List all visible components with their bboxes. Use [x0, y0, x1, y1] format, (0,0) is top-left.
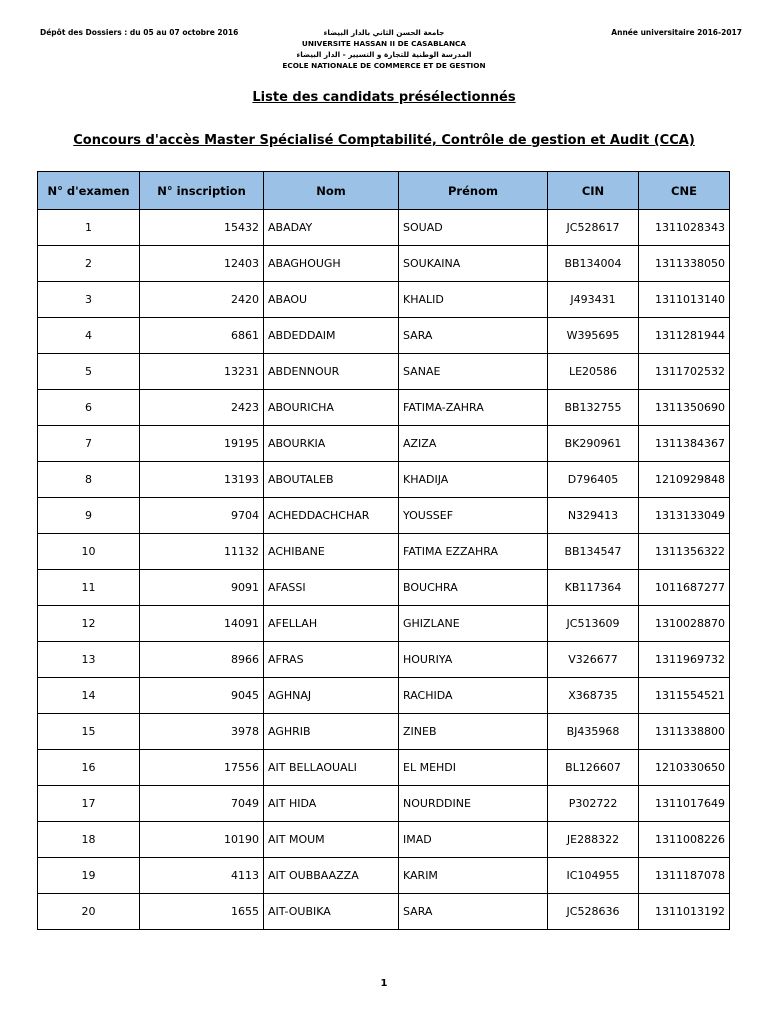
first-name-cell: SOUKAINA: [399, 246, 548, 282]
first-name-cell: SOUAD: [399, 210, 548, 246]
registration-number-cell: 2420: [140, 282, 264, 318]
cin-cell: JC528617: [548, 210, 639, 246]
last-name-cell: AFELLAH: [264, 606, 399, 642]
cin-cell: W395695: [548, 318, 639, 354]
registration-number-cell: 14091: [140, 606, 264, 642]
registration-number-cell: 11132: [140, 534, 264, 570]
cin-cell: IC104955: [548, 858, 639, 894]
first-name-cell: SANAE: [399, 354, 548, 390]
cin-cell: BB134004: [548, 246, 639, 282]
last-name-cell: AIT HIDA: [264, 786, 399, 822]
cin-cell: X368735: [548, 678, 639, 714]
cne-cell: 1311554521: [639, 678, 730, 714]
exam-number-cell: 16: [38, 750, 140, 786]
registration-number-cell: 17556: [140, 750, 264, 786]
first-name-cell: GHIZLANE: [399, 606, 548, 642]
registration-number-cell: 12403: [140, 246, 264, 282]
exam-number-cell: 1: [38, 210, 140, 246]
cne-cell: 1311017649: [639, 786, 730, 822]
exam-number-cell: 11: [38, 570, 140, 606]
table-row: [38, 606, 730, 642]
last-name-cell: AIT OUBBAAZZA: [264, 858, 399, 894]
table-row: [38, 354, 730, 390]
last-name-cell: ABAGHOUGH: [264, 246, 399, 282]
first-name-cell: YOUSSEF: [399, 498, 548, 534]
table-row: [38, 750, 730, 786]
registration-number-cell: 6861: [140, 318, 264, 354]
registration-number-cell: 2423: [140, 390, 264, 426]
cne-cell: 1311338800: [639, 714, 730, 750]
table-row: [38, 426, 730, 462]
cin-cell: JC513609: [548, 606, 639, 642]
first-name-cell: FATIMA EZZAHRA: [399, 534, 548, 570]
last-name-cell: ABDEDDAIM: [264, 318, 399, 354]
cin-cell: N329413: [548, 498, 639, 534]
cne-cell: 1311702532: [639, 354, 730, 390]
exam-number-cell: 10: [38, 534, 140, 570]
registration-number-cell: 19195: [140, 426, 264, 462]
first-name-cell: FATIMA-ZAHRA: [399, 390, 548, 426]
col-header-exam-number: N° d'examen: [38, 172, 140, 210]
cne-cell: 1313133049: [639, 498, 730, 534]
registration-number-cell: 13193: [140, 462, 264, 498]
first-name-cell: AZIZA: [399, 426, 548, 462]
cne-cell: 1311013140: [639, 282, 730, 318]
col-header-cin: CIN: [548, 172, 639, 210]
exam-number-cell: 2: [38, 246, 140, 282]
cne-cell: 1310028870: [639, 606, 730, 642]
first-name-cell: KHADIJA: [399, 462, 548, 498]
exam-number-cell: 8: [38, 462, 140, 498]
registration-number-cell: 10190: [140, 822, 264, 858]
table-row: [38, 390, 730, 426]
cne-cell: 1311008226: [639, 822, 730, 858]
registration-number-cell: 8966: [140, 642, 264, 678]
exam-number-cell: 17: [38, 786, 140, 822]
first-name-cell: HOURIYA: [399, 642, 548, 678]
last-name-cell: ABOURICHA: [264, 390, 399, 426]
cin-cell: LE20586: [548, 354, 639, 390]
cin-cell: BK290961: [548, 426, 639, 462]
cne-cell: 1311281944: [639, 318, 730, 354]
table-row: [38, 570, 730, 606]
candidates-table: [37, 171, 730, 930]
cne-cell: 1011687277: [639, 570, 730, 606]
first-name-cell: KARIM: [399, 858, 548, 894]
last-name-cell: ACHIBANE: [264, 534, 399, 570]
last-name-cell: ABDENNOUR: [264, 354, 399, 390]
cne-cell: 1311384367: [639, 426, 730, 462]
exam-number-cell: 9: [38, 498, 140, 534]
cin-cell: BB132755: [548, 390, 639, 426]
table-row: [38, 786, 730, 822]
table-body: [38, 210, 730, 930]
cin-cell: BJ435968: [548, 714, 639, 750]
exam-number-cell: 15: [38, 714, 140, 750]
table-row: [38, 534, 730, 570]
first-name-cell: RACHIDA: [399, 678, 548, 714]
last-name-cell: AIT MOUM: [264, 822, 399, 858]
table-header-row: [38, 172, 730, 210]
exam-number-cell: 13: [38, 642, 140, 678]
registration-number-cell: 9091: [140, 570, 264, 606]
cne-cell: 1311350690: [639, 390, 730, 426]
registration-number-cell: 9045: [140, 678, 264, 714]
last-name-cell: ABOUTALEB: [264, 462, 399, 498]
cin-cell: P302722: [548, 786, 639, 822]
cne-cell: 1210929848: [639, 462, 730, 498]
exam-number-cell: 19: [38, 858, 140, 894]
table-row: [38, 282, 730, 318]
registration-number-cell: 13231: [140, 354, 264, 390]
cin-cell: JC528636: [548, 894, 639, 930]
page-subtitle: Concours d'accès Master Spécialisé Comptabilité, Contrôle de gestion et Audit (CCA): [73, 133, 695, 148]
table-row: [38, 894, 730, 930]
cne-cell: 1210330650: [639, 750, 730, 786]
last-name-cell: ABADAY: [264, 210, 399, 246]
first-name-cell: KHALID: [399, 282, 548, 318]
cne-cell: 1311356322: [639, 534, 730, 570]
university-name: UNIVERSITE HASSAN II DE CASABLANCA: [301, 39, 467, 48]
academic-year: Année universitaire 2016-2017: [611, 28, 742, 37]
col-header-registration-number: N° inscription: [140, 172, 264, 210]
last-name-cell: ABOURKIA: [264, 426, 399, 462]
exam-number-cell: 20: [38, 894, 140, 930]
exam-number-cell: 18: [38, 822, 140, 858]
first-name-cell: IMAD: [399, 822, 548, 858]
cin-cell: BB134547: [548, 534, 639, 570]
table-row: [38, 246, 730, 282]
last-name-cell: ABAOU: [264, 282, 399, 318]
cin-cell: J493431: [548, 282, 639, 318]
submission-dates: Dépôt des Dossiers : du 05 au 07 octobre 2016: [40, 28, 239, 37]
cin-cell: JE288322: [548, 822, 639, 858]
first-name-cell: BOUCHRA: [399, 570, 548, 606]
exam-number-cell: 5: [38, 354, 140, 390]
first-name-cell: ZINEB: [399, 714, 548, 750]
page-number: 1: [380, 978, 388, 989]
registration-number-cell: 1655: [140, 894, 264, 930]
registration-number-cell: 15432: [140, 210, 264, 246]
cin-cell: BL126607: [548, 750, 639, 786]
last-name-cell: AFRAS: [264, 642, 399, 678]
school-name: ECOLE NATIONALE DE COMMERCE ET DE GESTION: [282, 61, 486, 70]
last-name-cell: ACHEDDACHCHAR: [264, 498, 399, 534]
col-header-cne: CNE: [639, 172, 730, 210]
first-name-cell: NOURDDINE: [399, 786, 548, 822]
registration-number-cell: 4113: [140, 858, 264, 894]
last-name-cell: AFASSI: [264, 570, 399, 606]
table-row: [38, 462, 730, 498]
table-row: [38, 678, 730, 714]
cne-cell: 1311187078: [639, 858, 730, 894]
university-name-arabic: جامعة الحسن الثاني بالدار البيضاء: [323, 28, 445, 37]
school-name-arabic: المدرسة الوطنية للتجارة و التسيير - الدار البيضاء: [296, 50, 472, 59]
cin-cell: D796405: [548, 462, 639, 498]
exam-number-cell: 3: [38, 282, 140, 318]
cne-cell: 1311969732: [639, 642, 730, 678]
last-name-cell: AIT-OUBIKA: [264, 894, 399, 930]
table-row: [38, 714, 730, 750]
institution-header: [234, 27, 534, 71]
first-name-cell: EL MEHDI: [399, 750, 548, 786]
cin-cell: KB117364: [548, 570, 639, 606]
col-header-last-name: Nom: [264, 172, 399, 210]
first-name-cell: SARA: [399, 894, 548, 930]
registration-number-cell: 3978: [140, 714, 264, 750]
exam-number-cell: 4: [38, 318, 140, 354]
cne-cell: 1311028343: [639, 210, 730, 246]
last-name-cell: AGHRIB: [264, 714, 399, 750]
registration-number-cell: 7049: [140, 786, 264, 822]
last-name-cell: AIT BELLAOUALI: [264, 750, 399, 786]
page-title: Liste des candidats présélectionnés: [252, 90, 516, 105]
first-name-cell: SARA: [399, 318, 548, 354]
exam-number-cell: 6: [38, 390, 140, 426]
cne-cell: 1311338050: [639, 246, 730, 282]
table-row: [38, 822, 730, 858]
last-name-cell: AGHNAJ: [264, 678, 399, 714]
table-row: [38, 210, 730, 246]
table-row: [38, 498, 730, 534]
table-row: [38, 642, 730, 678]
table-row: [38, 318, 730, 354]
exam-number-cell: 14: [38, 678, 140, 714]
col-header-first-name: Prénom: [399, 172, 548, 210]
cin-cell: V326677: [548, 642, 639, 678]
table-row: [38, 858, 730, 894]
exam-number-cell: 12: [38, 606, 140, 642]
exam-number-cell: 7: [38, 426, 140, 462]
cne-cell: 1311013192: [639, 894, 730, 930]
registration-number-cell: 9704: [140, 498, 264, 534]
